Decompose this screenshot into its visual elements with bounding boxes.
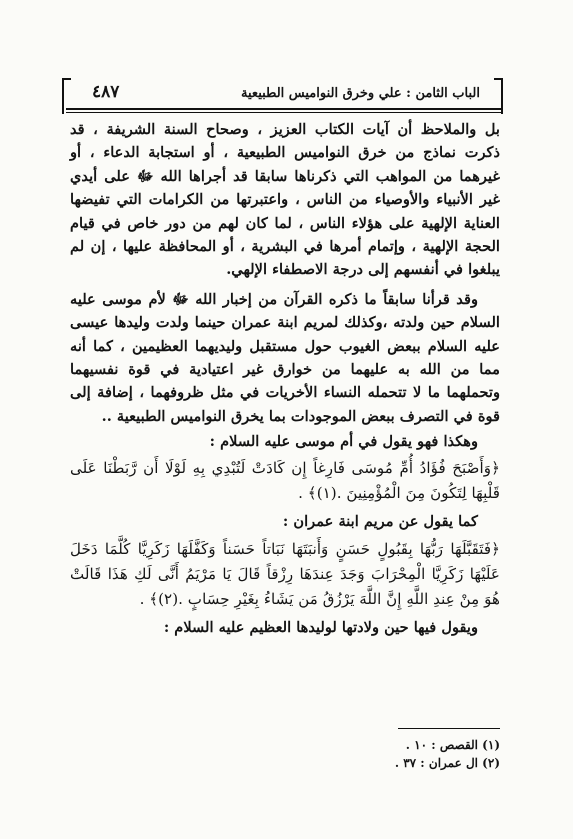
paragraph-1: بل والملاحظ أن آيات الكتاب العزيز ، وصحاح السنة الشريفة ، قد ذكرت نماذج من خرق النواميس الطبيعية ، أو استجابة الدعاء ، أو غيرهما من المواهب التي ذكرناها سابقا قد أجراها الله ﷻ على أيدي غير الأنبياء والأوصياء من الناس ، واعتبرتها من الكرامات التي تفيضها العناية الإلهية على هؤلاء الناس ، لما كان لهم من دور خاص في قيام الحجة الإلهية ، وإتمام أمرها في البشرية ، أو المحافظة عليها ، إن لم يبلغوا في أنفسهم إلى درجة الاصطفاء الإلهي. [70, 121, 500, 279]
paragraph-2: وقد قرأنا سابقاً ما ذكره القرآن من إخبار الله ﷻ لأم موسى عليه السلام حين ولدته ،وكذلك لمريم ابنة عمران حينما ولدت وليدها عيسى عليه السلام ببعض الغيوب حول مستقبل وليديهما العظيمين ، كما أنه مما من الله به عليهما من خوارق غير اعتيادية في قوة نفسيهما وتحملهما ما لا تتحمله النساء الأخريات في مثل ظروفهما ، إضافة إلى قوة في التصرف ببعض الموجودات بما يخرق النواميس الطبيعية .. [70, 290, 500, 425]
page-number: ٤٨٧ [92, 82, 120, 102]
paragraph-4: كما يقول عن مريم ابنة عمران : [282, 512, 478, 530]
footnote-rule [398, 728, 500, 729]
paragraph-5: ويقول فيها حين ولادتها لوليدها العظيم عليه السلام : [163, 619, 478, 637]
footnote-1: (١) القصص : ١٠ . [405, 738, 500, 752]
chapter-title: الباب الثامن : علي وخرق النواميس الطبيعية [241, 86, 480, 101]
header-rule [66, 108, 502, 113]
page-header [66, 76, 502, 106]
quran-verse-1: ﴿وَأَصْبَحَ فُؤَادُ أُمِّ مُوسَى فَارِغاً إِن كَادَتْ لَتُبْدِي بِهِ لَوْلَا أَن رَّبَطْنَا عَلَى قَلْبِهَا لِتَكُونَ مِنَ الْمُؤْمِنِينَ .(١)﴾ . [70, 458, 500, 502]
main-text [70, 118, 500, 640]
quran-verse-2: ﴿فَتَقَبَّلَهَا رَبُّهَا بِقَبُولٍ حَسَنٍ وَأَنبَتَهَا نَبَاتاً حَسَناً وَكَفَّلَهَا زَكَرِيَّا كُلَّمَا دَخَلَ عَلَيْهَا زَكَرِيَّا الْمِحْرَابَ وَجَدَ عِندَهَا رِزْقاً قَالَ يَا مَرْيَمُ أَنَّى لَكِ هَذَا قَالَتْ هُوَ مِنْ عِندِ اللَّهِ إِنَّ اللَّهَ يَرْزُقُ مَن يَشَاءُ بِغَيْرِ حِسَابٍ .(٢)﴾ . [70, 540, 500, 609]
footnote-2: (٢) ال عمران : ٣٧ . [394, 756, 500, 770]
footnotes [280, 736, 500, 772]
paragraph-3: وهكذا فهو يقول في أم موسى عليه السلام : [209, 433, 478, 451]
